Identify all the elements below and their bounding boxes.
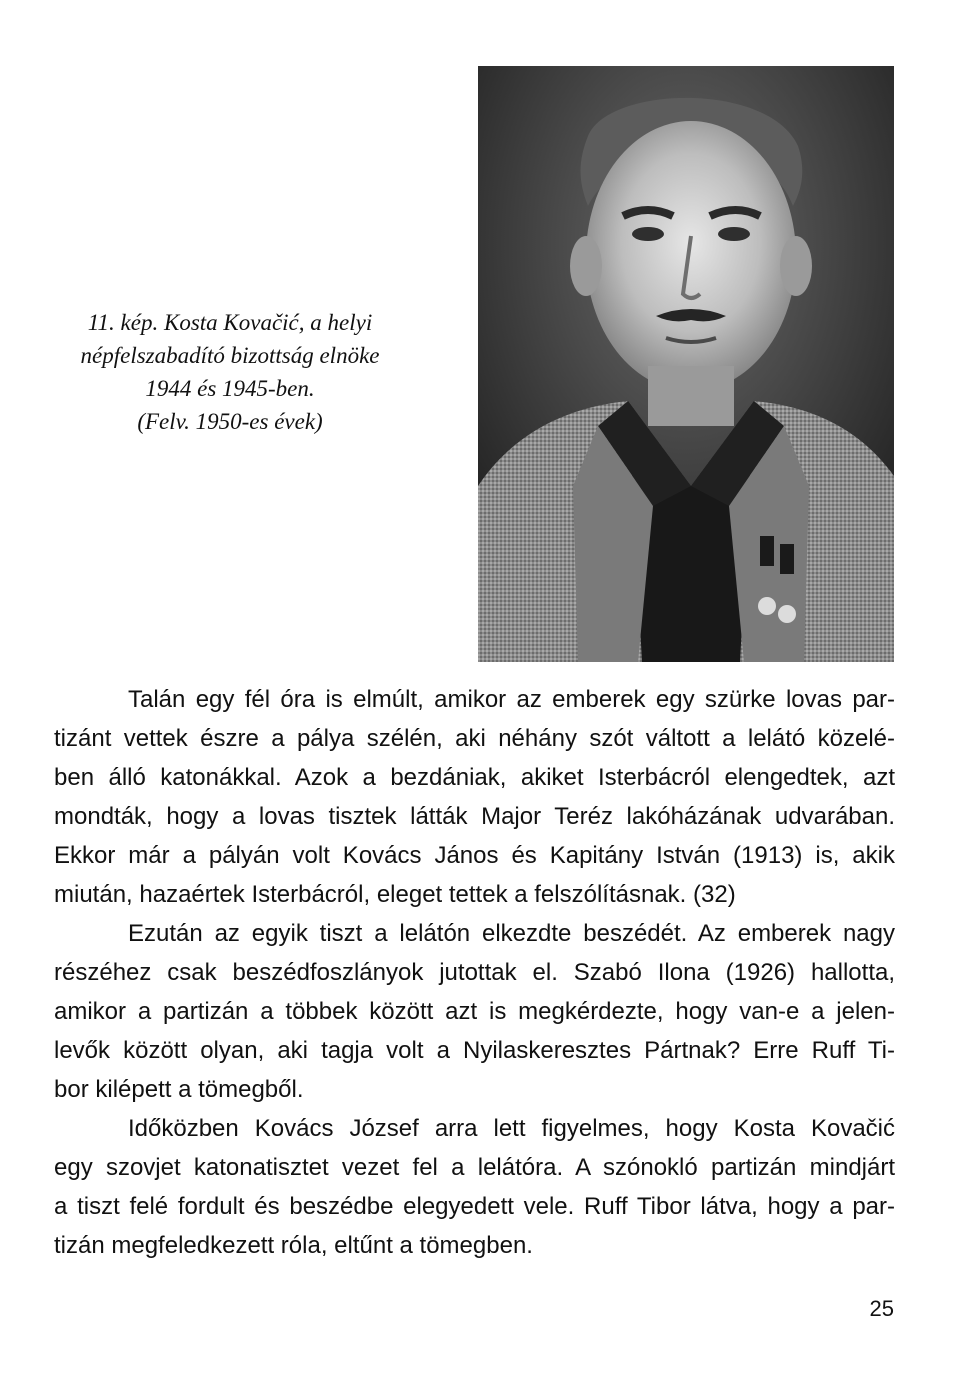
text-line: mondták, hogy a lovas tisztek látták Major Teréz lakóházának udvarában. (54, 803, 895, 830)
paragraph (54, 914, 895, 1109)
text-line: amikor a partizán a többek között azt is megkérdezte, hogy van-e a jelen- (54, 998, 895, 1025)
caption-line: 11. kép. Kosta Kovačić, a helyi (87, 310, 373, 335)
text-line: tizán megfeledkezett róla, eltűnt a tömegben. (54, 1232, 533, 1259)
text-line: Talán egy fél óra is elmúlt, amikor az emberek egy szürke lovas par- (128, 686, 895, 713)
text-line: Ezután az egyik tiszt a lelátón elkezdte beszédét. Az emberek nagy (128, 920, 895, 947)
text-line: Ekkor már a pályán volt Kovács János és Kapitány István (1913) is, akik (54, 842, 895, 869)
paragraph (54, 680, 895, 914)
text-line: a tiszt felé fordult és beszédbe elegyedett vele. Ruff Tibor látva, hogy a par- (54, 1193, 895, 1220)
caption-line: 1944 és 1945-ben. (145, 376, 315, 401)
page-number: 25 (869, 1296, 894, 1321)
portrait-photo (478, 66, 894, 662)
text-line: részéhez csak beszédfoszlányok jutottak el. Szabó Ilona (1926) hallotta, (54, 959, 895, 986)
text-line: ben álló katonákkal. Azok a bezdániak, akiket Isterbácról elengedtek, azt (54, 764, 895, 791)
portrait-photo-image (478, 66, 894, 662)
text-line: Időközben Kovács József arra lett figyelmes, hogy Kosta Kovačić (128, 1115, 895, 1142)
caption-line: (Felv. 1950-es évek) (137, 409, 323, 434)
text-line: levők között olyan, aki tagja volt a Nyilaskeresztes Pártnak? Erre Ruff Ti- (54, 1037, 895, 1064)
text-line: miután, hazaértek Isterbácról, eleget tettek a felszólításnak. (32) (54, 881, 736, 908)
caption-line: népfelszabadító bizottság elnöke (80, 343, 380, 368)
photo-caption (80, 306, 380, 438)
body-text (54, 680, 895, 1265)
text-line: tizánt vettek észre a pálya szélén, aki néhány szót váltott a lelátó közelé- (54, 725, 895, 752)
paragraph (54, 1109, 895, 1265)
text-line: bor kilépett a tömegből. (54, 1076, 304, 1103)
text-line: egy szovjet katonatisztet vezet fel a lelátóra. A szónokló partizán mindjárt (54, 1154, 895, 1181)
